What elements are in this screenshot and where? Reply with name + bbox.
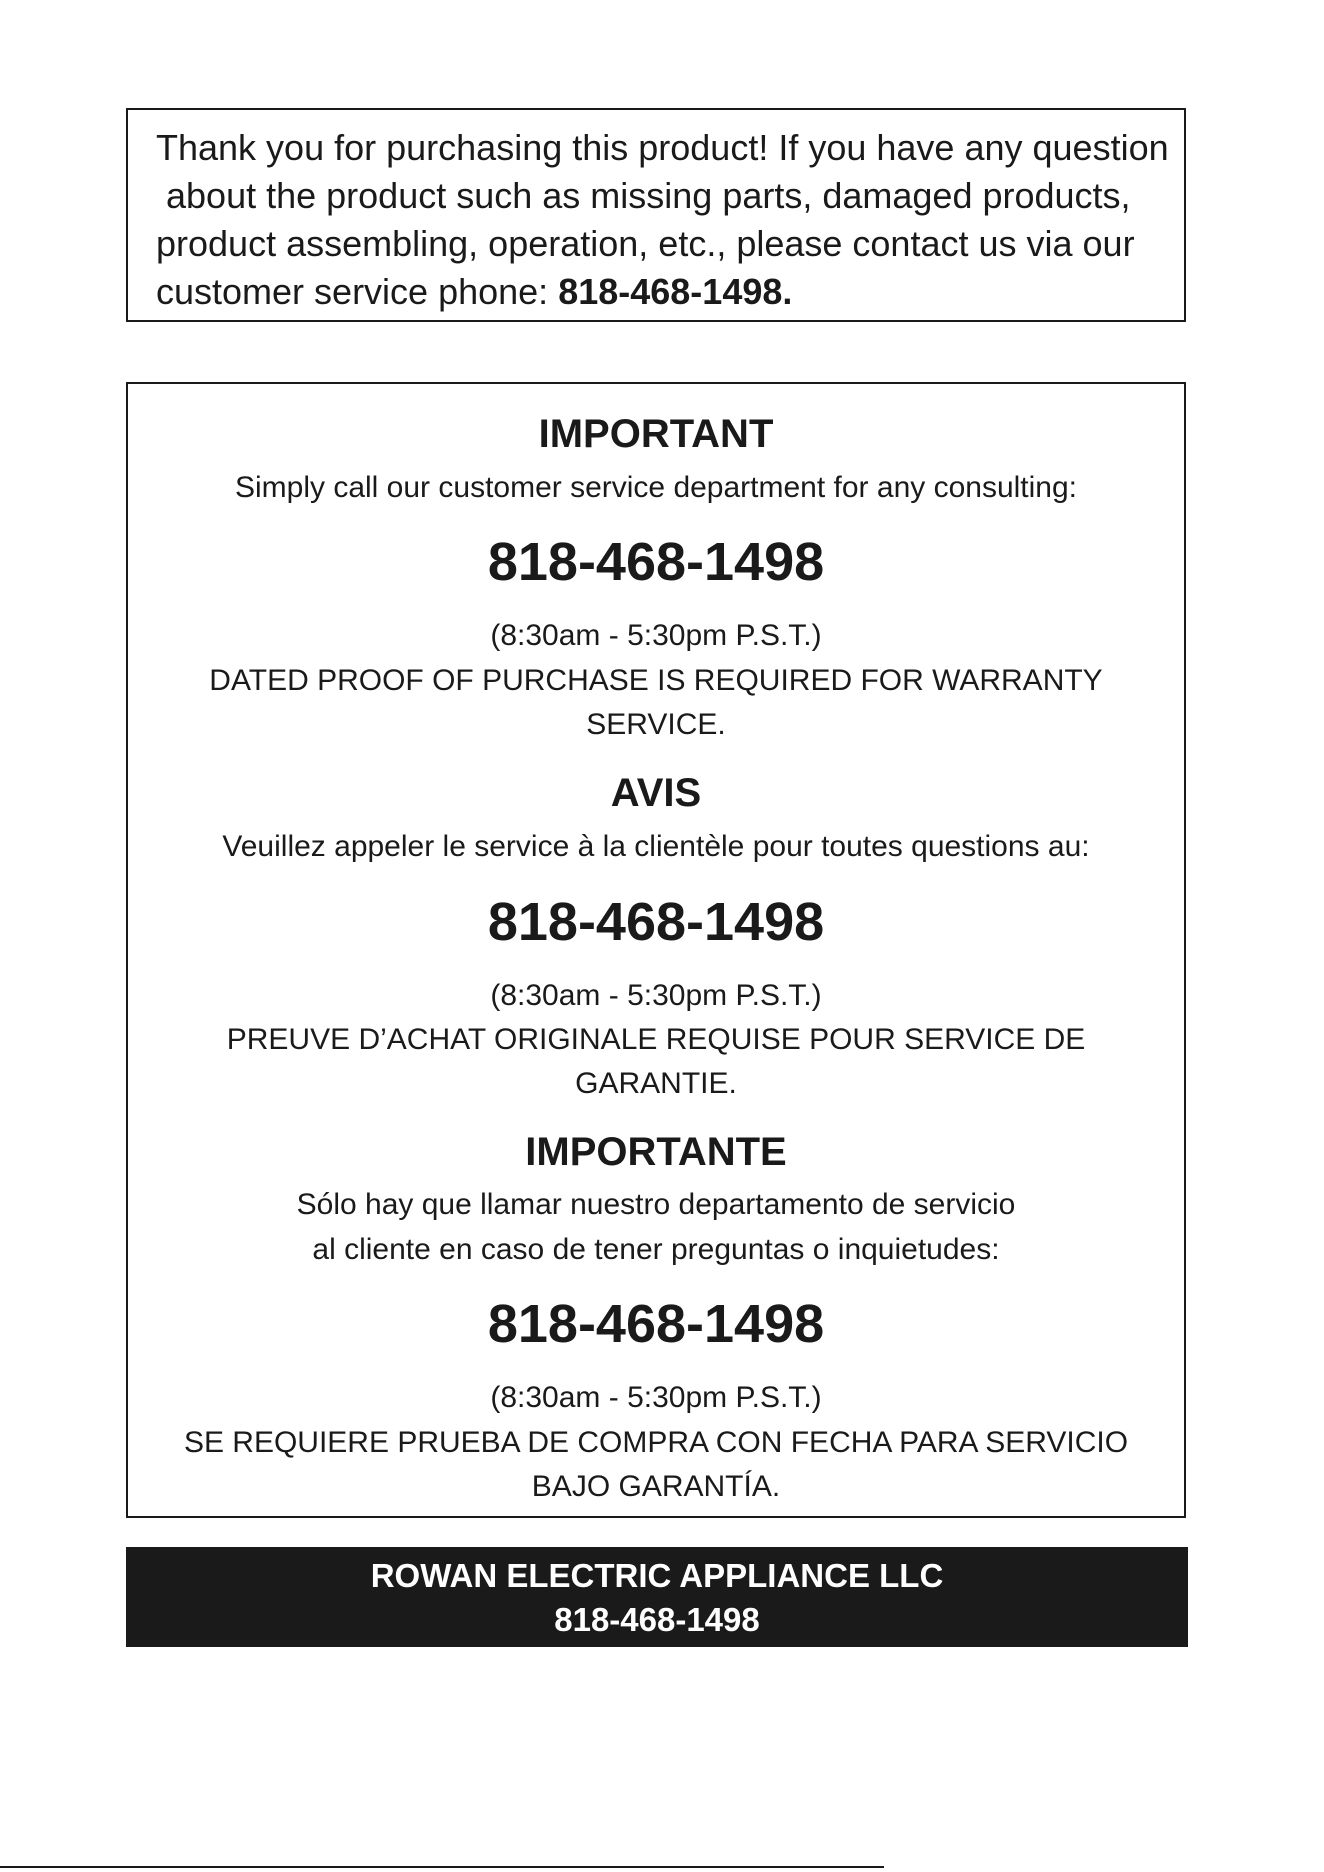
spanish-instruction-line-2: al cliente en caso de tener preguntas o inquietudes:	[312, 1233, 1000, 1266]
footer-phone: 818-468-1498	[554, 1601, 760, 1638]
company-footer-banner	[126, 1547, 1188, 1647]
thank-you-box	[126, 108, 1186, 322]
spanish-proof-line-1: SE REQUIERE PRUEBA DE COMPRA CON FECHA PARA SERVICIO	[183, 1426, 1129, 1459]
english-heading: IMPORTANT	[538, 412, 774, 456]
spanish-phone: 818-468-1498	[487, 1294, 825, 1354]
french-heading: AVIS	[610, 771, 702, 815]
footer-company-name: ROWAN ELECTRIC APPLIANCE LLC	[370, 1557, 944, 1594]
english-proof-line-2: SERVICE.	[586, 708, 726, 741]
thank-you-line-1: Thank you for purchasing this product! If you have any question	[156, 127, 1169, 168]
spanish-instruction-line-1: Sólo hay que llamar nuestro departamento de servicio	[296, 1188, 1016, 1221]
thank-you-line-4-prefix: customer service phone:	[156, 271, 559, 312]
french-proof-line-2: GARANTIE.	[575, 1067, 737, 1100]
french-proof-line-1: PREUVE D’ACHAT ORIGINALE REQUISE POUR SERVICE DE	[226, 1023, 1086, 1056]
spanish-proof-line-2: BAJO GARANTÍA.	[531, 1470, 781, 1503]
french-instruction: Veuillez appeler le service à la clientèle pour toutes questions au:	[222, 830, 1090, 863]
english-instruction: Simply call our customer service department for any consulting:	[234, 471, 1078, 504]
thank-you-line-3: product assembling, operation, etc., please contact us via our	[156, 223, 1135, 264]
important-notice-box	[126, 382, 1186, 1518]
spanish-heading: IMPORTANTE	[525, 1130, 787, 1174]
english-phone: 818-468-1498	[487, 532, 825, 592]
bottom-divider	[0, 1866, 884, 1868]
thank-you-line-4	[156, 268, 1162, 316]
french-phone: 818-468-1498	[487, 892, 825, 952]
thank-you-phone: 818-468-1498.	[558, 271, 793, 312]
spanish-hours: (8:30am - 5:30pm P.S.T.)	[490, 1381, 822, 1414]
french-hours: (8:30am - 5:30pm P.S.T.)	[490, 979, 822, 1012]
english-hours: (8:30am - 5:30pm P.S.T.)	[490, 619, 822, 652]
thank-you-line-2: about the product such as missing parts, damaged products,	[166, 175, 1131, 216]
english-proof-line-1: DATED PROOF OF PURCHASE IS REQUIRED FOR WARRANTY	[209, 664, 1103, 697]
